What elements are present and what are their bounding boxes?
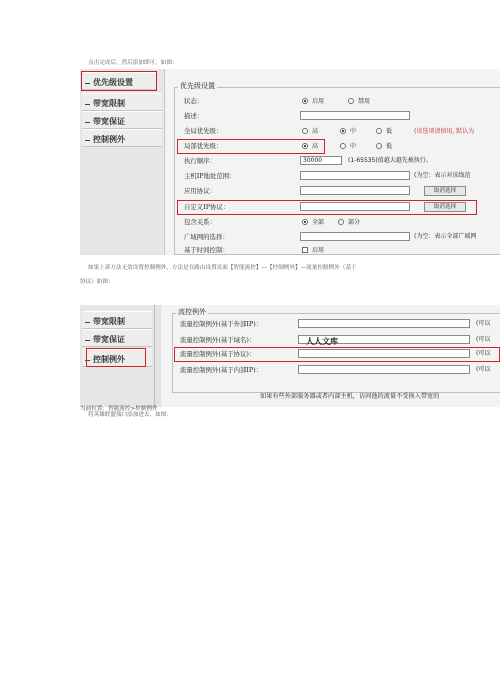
local-high-label: 高	[312, 143, 319, 150]
include-all-label: 全部	[312, 219, 325, 226]
wan-select-hint: (为空：表示全部广域网	[414, 233, 477, 240]
time-control-enable-label: 启用	[312, 247, 325, 254]
app-protocol-cancel-button[interactable]: 取消选择	[424, 186, 466, 196]
exception-internal-ip-label: 流量控制例外(基于内部IP)：	[180, 366, 263, 374]
status-disable-label: 禁用	[358, 98, 371, 105]
host-ip-input[interactable]	[300, 171, 410, 180]
current-location: 当前位置：智能流控>控制例外	[80, 406, 158, 412]
exception-protocol-hint: (可以	[476, 350, 491, 357]
local-priority-label: 局部优先级：	[184, 142, 223, 150]
paragraph-method-continued: 协议）如图：	[80, 279, 114, 285]
global-mid-label: 中	[350, 128, 357, 135]
custom-ip-input[interactable]	[300, 202, 410, 211]
global-high-radio[interactable]	[302, 128, 308, 134]
exception-internal-ip-input[interactable]	[298, 365, 470, 374]
wan-select-input[interactable]	[300, 232, 410, 241]
paragraph-intro: 点击完成后，然后添加即可，如图：	[88, 60, 178, 66]
host-ip-hint: (为空：表示对该线范	[414, 172, 471, 179]
priority-settings-screenshot	[80, 69, 500, 255]
sidebar-item-bandwidth-guarantee[interactable]: 带宽保证	[82, 111, 162, 129]
app-protocol-input[interactable]	[300, 186, 410, 195]
custom-ip-cancel-button[interactable]: 取消选择	[424, 202, 466, 212]
status-label: 状态：	[184, 97, 204, 105]
include-label: 包含关系：	[184, 218, 216, 226]
sidebar	[80, 69, 165, 255]
include-part-label: 部分	[348, 219, 361, 226]
flow-control-exception-screenshot	[80, 305, 500, 407]
status-enable-radio[interactable]	[302, 98, 308, 104]
global-low-radio[interactable]	[376, 128, 382, 134]
time-control-label: 基于时间控制：	[184, 246, 229, 254]
status-disable-radio[interactable]	[348, 98, 354, 104]
exception-protocol-input[interactable]	[298, 349, 470, 358]
exception-internal-ip-hint: (可以	[476, 366, 491, 373]
exception-domain-hint: (可以	[476, 336, 491, 343]
global-low-label: 低	[386, 128, 393, 135]
exception-footer-note: 如果有些外部服务器或者内部主机，访问他的流量不受换入带宽的	[260, 393, 440, 400]
exception-protocol-label: 流量控制例外(基于协议)：	[180, 350, 256, 358]
global-priority-label: 全局优先级：	[184, 127, 223, 135]
fieldset-legend: 流控例外	[178, 308, 206, 316]
local-mid-radio[interactable]	[340, 143, 346, 149]
sidebar-item-priority[interactable]: 优先级设置	[82, 72, 156, 90]
wan-select-label: 广域网的选择：	[184, 233, 229, 241]
highlight-box-sidebar	[81, 71, 157, 91]
global-priority-warning: (该选项请慎用, 默认为	[414, 128, 475, 135]
global-mid-radio[interactable]	[340, 128, 346, 134]
paragraph-method: 如果上诉方法无效设置控制例外，方法是在路由设置页面【智能流控】—【控制例外】—流量控制例外（基于	[88, 265, 357, 271]
host-ip-label: 主机IP地址范围：	[184, 172, 236, 180]
include-part-radio[interactable]	[338, 219, 344, 225]
exception-domain-label: 流量控制例外(基于域名)：	[180, 336, 256, 344]
custom-ip-label: 自定义IP协议：	[184, 203, 230, 211]
sidebar-item-bandwidth-limit[interactable]: 带宽限制	[82, 311, 152, 329]
global-high-label: 高	[312, 128, 319, 135]
description-label: 描述：	[184, 112, 204, 120]
local-mid-label: 中	[350, 143, 357, 150]
paragraph-add-port: 将英雄联盟端口添加进去，如图：	[88, 412, 172, 418]
local-high-radio[interactable]	[302, 143, 308, 149]
exception-external-ip-input[interactable]	[298, 319, 470, 328]
sidebar-item-bandwidth-limit[interactable]: 带宽限制	[82, 93, 162, 111]
local-low-label: 低	[386, 143, 393, 150]
time-control-checkbox[interactable]	[302, 247, 308, 253]
status-enable-label: 启用	[312, 98, 325, 105]
order-input[interactable]: 30000	[300, 156, 342, 165]
description-input[interactable]	[300, 111, 410, 120]
order-hint: (1-65535)值越大越先被执行。	[348, 157, 432, 164]
include-all-radio[interactable]	[302, 219, 308, 225]
sidebar-item-control-exception[interactable]: 控制例外	[82, 129, 162, 147]
sidebar-scrollbar[interactable]	[154, 305, 161, 407]
app-protocol-label: 应用协议：	[184, 187, 216, 195]
exception-external-ip-hint: (可以	[476, 320, 491, 327]
highlight-box-sidebar	[86, 348, 146, 367]
sidebar-item-control-exception[interactable]: 控制例外	[82, 349, 152, 367]
sidebar-item-bandwidth-guarantee[interactable]: 带宽保证	[82, 329, 152, 347]
exception-external-ip-label: 流量控制例外(基于外部IP)：	[180, 320, 263, 328]
order-label: 执行顺序：	[184, 157, 216, 165]
watermark-text: 人人文库	[306, 336, 338, 346]
fieldset-legend: 优先级设置	[180, 82, 215, 90]
local-low-radio[interactable]	[376, 143, 382, 149]
